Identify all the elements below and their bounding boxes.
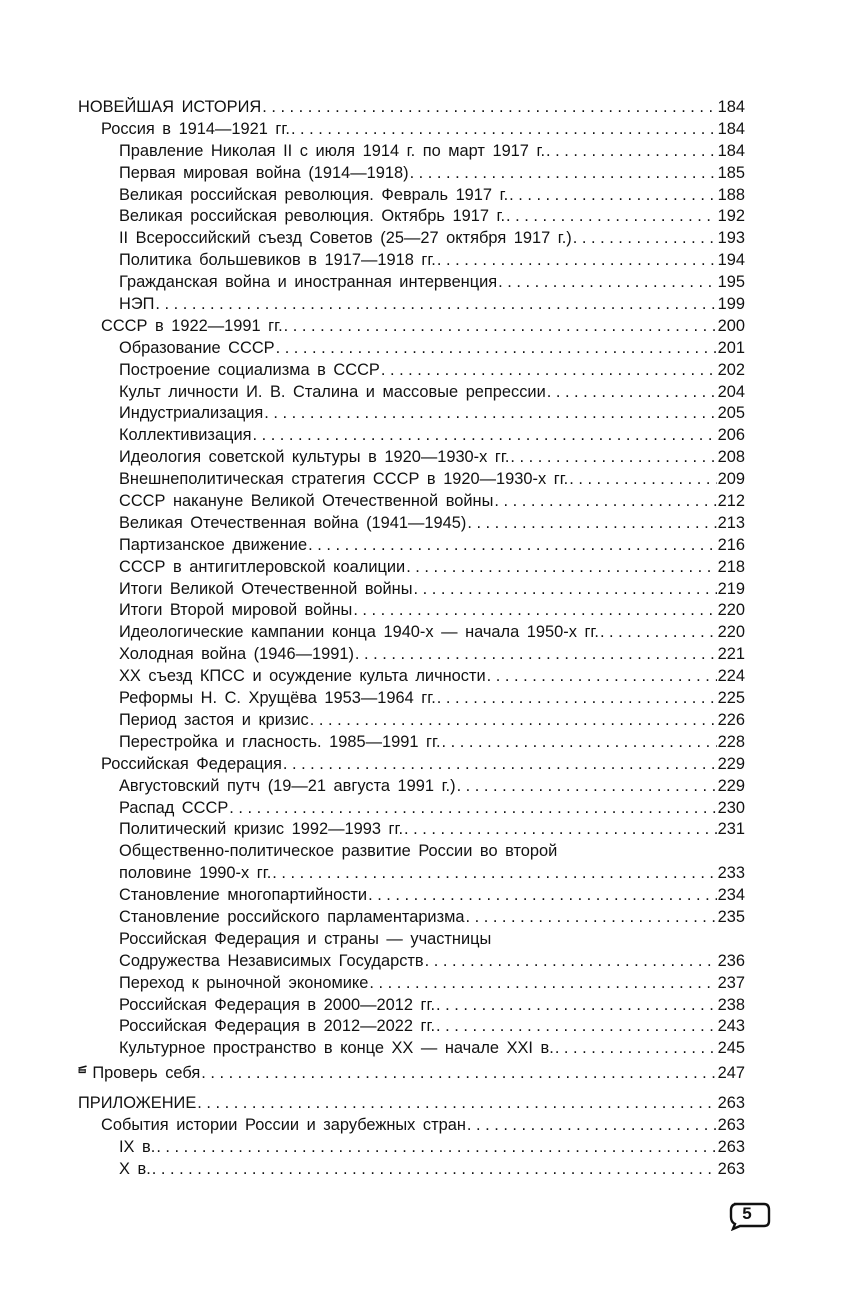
toc-entry[interactable]: [78, 1016, 745, 1038]
toc-entry[interactable]: [78, 185, 745, 207]
dot-leader: [600, 622, 717, 644]
toc-entry-title: Правление Николая II с июля 1914 г. по март 1917 г.: [119, 141, 545, 160]
dot-leader: [201, 1063, 716, 1082]
toc-entry[interactable]: [78, 885, 745, 907]
dot-leader: [308, 535, 716, 557]
toc-entry[interactable]: [78, 1038, 745, 1060]
dot-leader: [425, 951, 717, 973]
toc-entry-title: Внешнеполитическая стратегия СССР в 1920—1930-х гг.: [119, 470, 569, 489]
toc-entry-page: 235: [717, 907, 745, 926]
dot-leader: [466, 907, 717, 929]
toc-entry-page: 229: [717, 776, 745, 795]
dot-leader: [437, 250, 717, 272]
dot-leader: [264, 403, 716, 425]
toc-entry-page: 224: [717, 667, 745, 686]
dot-leader: [546, 141, 717, 163]
dot-leader: [276, 338, 717, 360]
toc-entry-page: 221: [717, 645, 745, 664]
toc-entry-page: 205: [717, 404, 745, 423]
toc-entry[interactable]: [78, 250, 745, 272]
table-of-contents: [78, 97, 745, 1181]
toc-entry-page: 218: [717, 557, 745, 576]
toc-entry-page: 209: [717, 470, 745, 489]
toc-entry-title: Идеология советской культуры в 1920—1930-х гг.: [119, 448, 510, 467]
dot-leader: [510, 447, 716, 469]
dot-leader: [487, 666, 717, 688]
toc-entry-page: 233: [717, 864, 745, 883]
dot-leader: [152, 1159, 717, 1181]
toc-entry-title: Великая российская революция. Октябрь 1917 г.: [119, 207, 506, 226]
toc-entry[interactable]: [78, 600, 745, 622]
toc-entry-page: 194: [717, 251, 745, 270]
toc-entry-title: Холодная война (1946—1991): [119, 645, 354, 664]
dot-leader: [569, 469, 716, 491]
toc-entry-title: Распад СССР: [119, 798, 229, 817]
dot-leader: [252, 425, 716, 447]
toc-entry-page: 263: [717, 1115, 745, 1134]
toc-entry[interactable]: [78, 951, 745, 973]
toc-entry-title: Российская Федерация и страны — участницы: [119, 929, 492, 948]
toc-entry-page: 216: [717, 535, 745, 554]
toc-entry[interactable]: [78, 929, 745, 951]
dot-leader: [368, 885, 717, 907]
toc-entry-page: 199: [717, 295, 745, 314]
toc-entry[interactable]: [78, 1159, 745, 1181]
dot-leader: [442, 732, 717, 754]
dot-leader: [506, 206, 717, 228]
toc-entry-title: События истории России и зарубежных стран: [101, 1115, 466, 1134]
toc-entry-page: 238: [717, 995, 745, 1014]
toc-entry-title: Образование СССР: [119, 338, 275, 357]
toc-entry-page: 237: [717, 973, 745, 992]
toc-entry-title: НЭП: [119, 295, 155, 314]
toc-entry[interactable]: [78, 995, 745, 1017]
dot-leader: [457, 776, 717, 798]
toc-entry[interactable]: [78, 360, 745, 382]
toc-entry[interactable]: [78, 272, 745, 294]
toc-entry-title: Культ личности И. В. Сталина и массовые репрессии: [119, 382, 546, 401]
toc-entry-title: Общественно-политическое развитие России во второй: [119, 842, 558, 861]
dot-leader: [437, 688, 717, 710]
dot-leader: [573, 228, 717, 250]
toc-entry[interactable]: [78, 973, 745, 995]
dot-leader: [436, 995, 717, 1017]
page-number-badge: [728, 1201, 770, 1229]
dot-leader: [156, 1137, 716, 1159]
toc-entry[interactable]: [78, 141, 745, 163]
dot-leader: [369, 973, 716, 995]
toc-entry-title: Итоги Второй мировой войны: [119, 601, 353, 620]
toc-entry-title: Культурное пространство в конце XX — начале XXI в.: [119, 1039, 554, 1058]
toc-entry[interactable]: [78, 1093, 745, 1115]
toc-entry-page: 263: [717, 1159, 745, 1178]
toc-entry[interactable]: [78, 1115, 745, 1137]
toc-entry-title: половине 1990-х гг.: [119, 864, 272, 883]
toc-entry-title: ПРИЛОЖЕНИЕ: [78, 1094, 197, 1113]
toc-entry-page: 188: [717, 185, 745, 204]
toc-entry-page: 245: [717, 1039, 745, 1058]
toc-entry-title: Перестройка и гласность. 1985—1991 гг.: [119, 732, 441, 751]
toc-entry-page: 204: [717, 382, 745, 401]
dot-leader: [406, 557, 716, 579]
toc-entry[interactable]: [78, 206, 745, 228]
toc-entry[interactable]: [78, 798, 745, 820]
toc-entry[interactable]: [78, 294, 745, 316]
toc-entry-title: Содружества Независимых Государств: [119, 951, 424, 970]
toc-entry-title: Российская Федерация в 2000—2012 гг.: [119, 995, 436, 1014]
dot-leader: [547, 382, 717, 404]
toc-entry-page: 243: [717, 1017, 745, 1036]
dot-leader: [436, 1016, 717, 1038]
toc-entry-page: 193: [717, 229, 745, 248]
dot-leader: [555, 1038, 717, 1060]
toc-entry[interactable]: [78, 163, 745, 185]
toc-entry[interactable]: [78, 841, 745, 863]
toc-entry-title: Коллективизация: [119, 426, 252, 445]
toc-entry-page: 201: [717, 338, 745, 357]
dot-leader: [467, 1115, 717, 1137]
dot-leader: [291, 119, 717, 141]
toc-entry-title: Великая российская революция. Февраль 1917 г.: [119, 185, 509, 204]
toc-entry[interactable]: [78, 907, 745, 929]
toc-entry-title: X в.: [119, 1159, 151, 1178]
dot-leader: [310, 710, 717, 732]
toc-entry[interactable]: [78, 447, 745, 469]
toc-entry-title: Политический кризис 1992—1993 гг.: [119, 820, 404, 839]
toc-entry-page: 263: [717, 1094, 745, 1113]
toc-entry-title: Гражданская война и иностранная интервенция: [119, 273, 498, 292]
toc-entry[interactable]: [78, 666, 745, 688]
toc-entry[interactable]: [78, 732, 745, 754]
toc-entry-title: СССР накануне Великой Отечественной войны: [119, 492, 494, 511]
toc-entry-page: 234: [717, 886, 745, 905]
dot-leader: [283, 754, 717, 776]
toc-entry-page: 195: [717, 273, 745, 292]
toc-entry[interactable]: [78, 622, 745, 644]
dot-leader: [353, 600, 716, 622]
toc-entry[interactable]: [78, 557, 745, 579]
toc-entry-title: Российская Федерация в 2012—2022 гг.: [119, 1017, 436, 1036]
toc-entry-title: Великая Отечественная война (1941—1945): [119, 513, 467, 532]
toc-entry-title: Российская Федерация: [101, 754, 282, 773]
toc-entry[interactable]: [78, 316, 745, 338]
toc-entry-title: Политика большевиков в 1917—1918 гг.: [119, 251, 436, 270]
toc-entry[interactable]: [78, 710, 745, 732]
toc-entry-title: Становление многопартийности: [119, 886, 368, 905]
dot-leader: [229, 798, 716, 820]
toc-entry-page: 184: [717, 141, 745, 160]
toc-entry-title: Августовский путч (19—21 августа 1991 г.): [119, 776, 456, 795]
toc-entry[interactable]: [78, 776, 745, 798]
toc-entry[interactable]: [78, 644, 745, 666]
toc-entry-title: Становление российского парламентаризма: [119, 907, 465, 926]
toc-entry-page: 220: [717, 601, 745, 620]
dot-leader: [414, 579, 717, 601]
toc-entry-page: 225: [717, 689, 745, 708]
toc-entry-page: 230: [717, 798, 745, 817]
toc-entry-title: НОВЕЙШАЯ ИСТОРИЯ: [78, 98, 262, 116]
toc-entry-title: XX съезд КПСС и осуждение культа личности: [119, 667, 486, 686]
dot-leader: [197, 1093, 716, 1115]
toc-entry-title: Построение социализма в СССР: [119, 360, 380, 379]
toc-entry[interactable]: [78, 469, 745, 491]
dot-leader: [410, 163, 717, 185]
toc-entry-page: 229: [717, 754, 745, 773]
toc-entry[interactable]: [78, 228, 745, 250]
toc-entry[interactable]: [78, 382, 745, 404]
toc-entry[interactable]: [78, 1137, 745, 1159]
toc-entry-page: 192: [717, 207, 745, 226]
toc-entry-title: СССР в 1922—1991 гг.: [101, 316, 283, 335]
dot-leader: [262, 97, 716, 119]
toc-entry[interactable]: [78, 1060, 745, 1082]
toc-entry-page: 185: [717, 163, 745, 182]
toc-entry-page: 202: [717, 360, 745, 379]
dot-leader: [284, 316, 717, 338]
toc-entry-title: IX в.: [119, 1137, 156, 1156]
toc-entry-title: Период застоя и кризис: [119, 710, 309, 729]
toc-entry-title: Проверь себя: [92, 1064, 201, 1083]
toc-entry-page: 236: [717, 951, 745, 970]
toc-entry-page: 220: [717, 623, 745, 642]
toc-entry[interactable]: [78, 425, 745, 447]
toc-entry[interactable]: [78, 513, 745, 535]
toc-entry[interactable]: [78, 754, 745, 776]
toc-entry-page: 184: [717, 98, 745, 116]
dot-leader: [381, 360, 717, 382]
toc-entry-page: 208: [717, 448, 745, 467]
dot-leader: [498, 272, 716, 294]
toc-entry[interactable]: [78, 491, 745, 513]
dot-leader: [494, 491, 716, 513]
toc-entry[interactable]: [78, 688, 745, 710]
toc-entry-title: Партизанское движение: [119, 535, 308, 554]
dot-leader: [467, 513, 716, 535]
toc-entry-title: Идеологические кампании конца 1940-х — начала 1950-х гг.: [119, 623, 599, 642]
dot-leader: [509, 185, 717, 207]
check-yourself-icon: [78, 1060, 88, 1078]
toc-entry-page: 247: [717, 1064, 745, 1083]
toc-entry-title: Переход к рыночной экономике: [119, 973, 369, 992]
toc-entry-page: 206: [717, 426, 745, 445]
toc-entry-page: 263: [717, 1137, 745, 1156]
toc-entry-page: 213: [717, 513, 745, 532]
toc-entry[interactable]: [78, 535, 745, 557]
toc-entry-title: Индустриализация: [119, 404, 264, 423]
toc-entry-title: Первая мировая война (1914—1918): [119, 163, 409, 182]
toc-entry-page: 212: [717, 492, 745, 511]
dot-leader: [155, 294, 716, 316]
toc-entry-title: Итоги Великой Отечественной войны: [119, 579, 413, 598]
dot-leader: [355, 644, 717, 666]
toc-entry-page: 219: [717, 579, 745, 598]
toc-entry-page: 226: [717, 710, 745, 729]
toc-entry[interactable]: [78, 403, 745, 425]
dot-leader: [272, 863, 716, 885]
dot-leader: [404, 819, 717, 841]
toc-entry-title: СССР в антигитлеровской коалиции: [119, 557, 406, 576]
toc-entry-page: 184: [717, 119, 745, 138]
toc-entry-title: II Всероссийский съезд Советов (25—27 октября 1917 г.): [119, 229, 572, 248]
toc-entry-page: 231: [717, 820, 745, 839]
toc-entry[interactable]: [78, 863, 745, 885]
toc-entry-title: Россия в 1914—1921 гг.: [101, 119, 290, 138]
toc-entry[interactable]: [78, 819, 745, 841]
toc-entry[interactable]: [78, 119, 745, 141]
toc-entry-page: 228: [717, 732, 745, 751]
toc-entry[interactable]: [78, 338, 745, 360]
toc-entry[interactable]: [78, 579, 745, 601]
page-number: 5: [742, 1204, 752, 1223]
toc-entry-title: Реформы Н. С. Хрущёва 1953—1964 гг.: [119, 689, 436, 708]
toc-entry[interactable]: [78, 97, 745, 119]
toc-entry-page: 200: [717, 316, 745, 335]
